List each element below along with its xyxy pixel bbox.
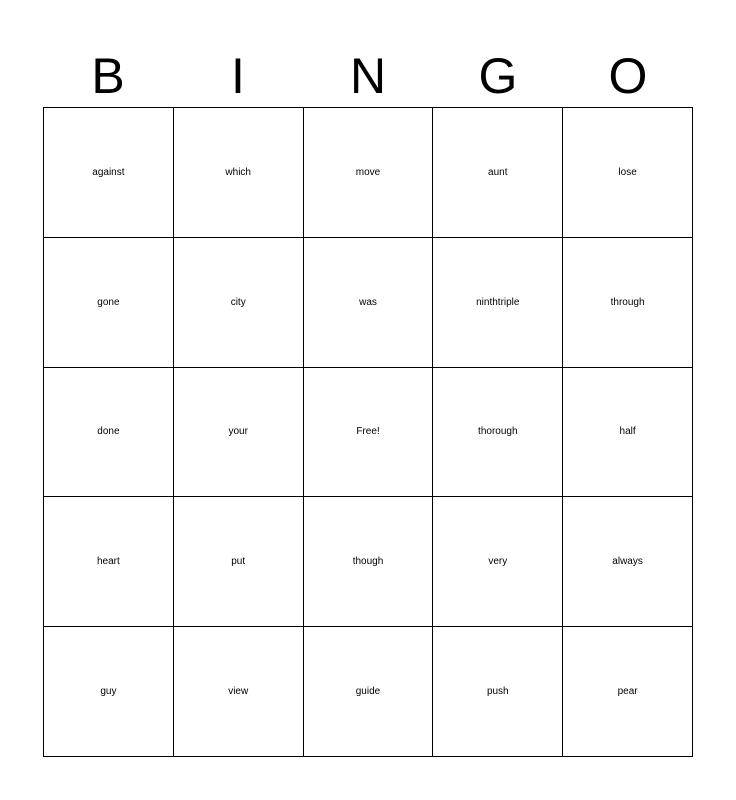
header-letter-g: G — [478, 48, 518, 104]
bingo-cell: view — [174, 627, 304, 757]
bingo-cell: heart — [44, 497, 174, 627]
bingo-board — [43, 107, 693, 757]
bingo-cell: guide — [304, 627, 434, 757]
bingo-cell: ninthtriple — [433, 238, 563, 368]
bingo-cell: very — [433, 497, 563, 627]
bingo-cell: though — [304, 497, 434, 627]
bingo-cell: thorough — [433, 368, 563, 498]
bingo-cell: pear — [563, 627, 693, 757]
free-space: Free! — [304, 368, 434, 498]
bingo-cell: move — [304, 108, 434, 238]
bingo-cell: guy — [44, 627, 174, 757]
bingo-cell: push — [433, 627, 563, 757]
bingo-cell: your — [174, 368, 304, 498]
bingo-cell: gone — [44, 238, 174, 368]
header-letter-o: O — [608, 48, 648, 104]
bingo-cell: lose — [563, 108, 693, 238]
header-letter-i: I — [231, 48, 245, 104]
bingo-cell: done — [44, 368, 174, 498]
bingo-cell: was — [304, 238, 434, 368]
bingo-cell: through — [563, 238, 693, 368]
bingo-cell: half — [563, 368, 693, 498]
bingo-cell: against — [44, 108, 174, 238]
bingo-cell: always — [563, 497, 693, 627]
bingo-cell: city — [174, 238, 304, 368]
bingo-cell: put — [174, 497, 304, 627]
bingo-cell: which — [174, 108, 304, 238]
header-letter-n: N — [349, 48, 387, 104]
header-letter-b: B — [91, 48, 125, 104]
bingo-header — [43, 46, 693, 106]
bingo-cell: aunt — [433, 108, 563, 238]
